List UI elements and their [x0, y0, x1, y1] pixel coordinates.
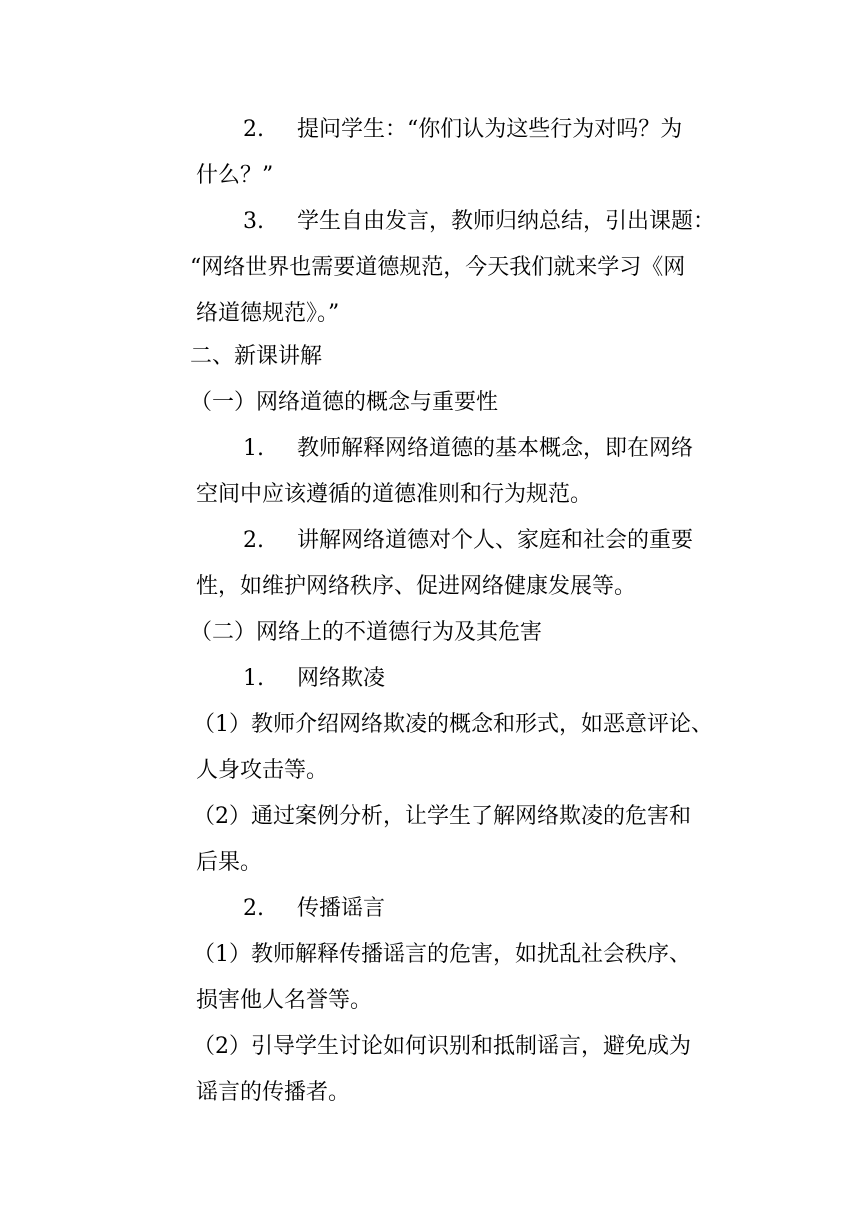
sub-2-item-1-point-1-line2: 人身攻击等。: [196, 758, 329, 783]
sub-2-item-1-title: 网络欺凌: [297, 666, 386, 691]
item-2-text-line2: 什么？”: [196, 163, 274, 188]
item-3-text-line3: 络道德规范》。”: [196, 301, 340, 326]
section-2-title: 二、新课讲解: [190, 344, 323, 369]
sub-2-item-2-number: 2.: [243, 896, 264, 921]
sub-2-item-2-point-2-line2: 谣言的传播者。: [196, 1080, 351, 1105]
sub-2-item-2-title: 传播谣言: [297, 896, 386, 921]
item-2-text-line1: 提问学生：“你们认为这些行为对吗？为: [297, 117, 683, 142]
sub-2-item-1-point-2-line2: 后果。: [196, 850, 263, 875]
sub-1-item-1-text-line2: 空间中应该遵循的道德准则和行为规范。: [196, 482, 593, 507]
sub-2-item-1-point-1-line1: （1）教师介绍网络欺凌的概念和形式，如恶意评论、: [193, 712, 713, 737]
item-3-text-line2: “网络世界也需要道德规范，今天我们就来学习《网: [190, 255, 686, 280]
sub-1-item-2-number: 2.: [243, 528, 264, 553]
sub-2-item-2-point-1-line1: （1）教师解释传播谣言的危害，如扰乱社会秩序、: [193, 942, 691, 967]
sub-1-title: （一）网络道德的概念与重要性: [190, 390, 499, 415]
sub-2-item-1-number: 1.: [243, 666, 264, 691]
item-3-number: 3.: [243, 209, 264, 234]
sub-2-item-2-point-1-line2: 损害他人名誉等。: [196, 988, 373, 1013]
sub-2-title: （二）网络上的不道德行为及其危害: [190, 620, 543, 645]
item-3-text-line1: 学生自由发言，教师归纳总结，引出课题：: [297, 209, 716, 234]
sub-1-item-2-text-line1: 讲解网络道德对个人、家庭和社会的重要: [297, 528, 694, 553]
sub-2-item-1-point-2-line1: （2）通过案例分析，让学生了解网络欺凌的危害和: [193, 804, 691, 829]
sub-1-item-1-number: 1.: [243, 436, 264, 461]
sub-2-item-2-point-2-line1: （2）引导学生讨论如何识别和抵制谣言，避免成为: [193, 1034, 691, 1059]
sub-1-item-1-text-line1: 教师解释网络道德的基本概念，即在网络: [297, 436, 694, 461]
item-2-number: 2.: [243, 117, 264, 142]
sub-1-item-2-text-line2: 性，如维护网络秩序、促进网络健康发展等。: [196, 574, 637, 599]
